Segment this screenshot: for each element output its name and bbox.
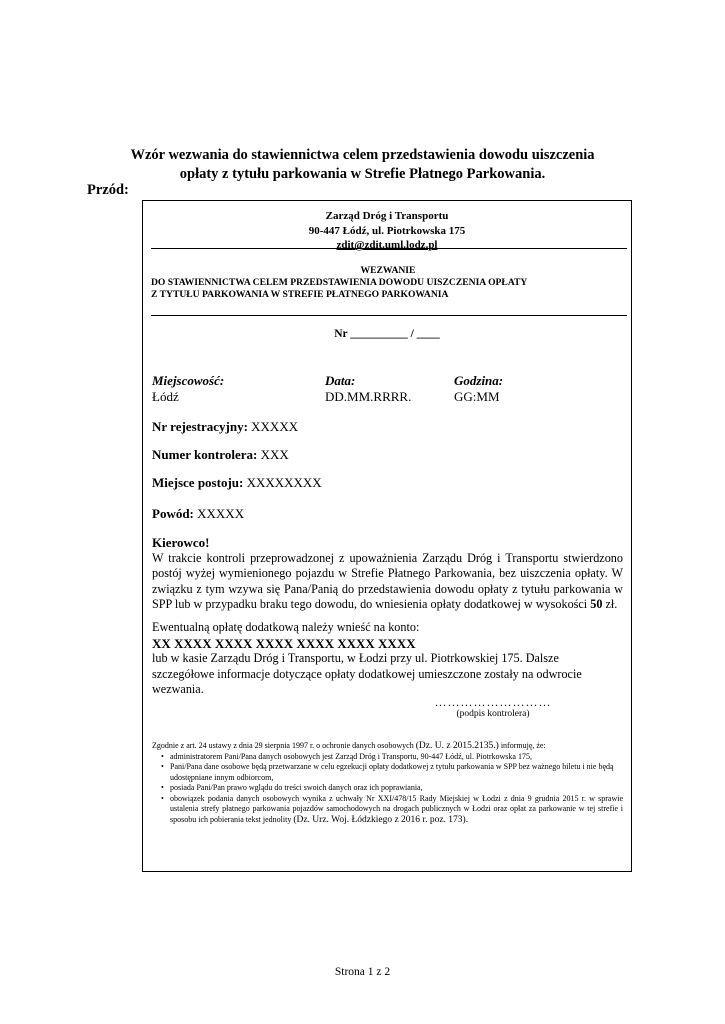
date-block bbox=[325, 373, 411, 404]
bank-account-number: XX XXXX XXXX XXXX XXXX XXXX XXXX bbox=[152, 635, 416, 651]
time-value: GG:MM bbox=[454, 388, 500, 404]
payment-intro: Ewentualną opłatę dodatkową należy wnieść na konto: bbox=[152, 620, 420, 634]
list-item: • Pani/Pana dane osobowe będą przetwarzane w celu egzekucji opłaty dodatkowej z tytułu parkowania w SPP bez ważnego biletu i nie będą udostępniane innym odbiorcom, bbox=[170, 762, 623, 783]
payment-cashier-info: lub w kasie Zarządu Dróg i Transportu, w Łodzi przy ul. Piotrkowskiej 175. Dalsze szczegółowe informacje dotyczące opłaty dodatkowej umieszczone zostały na odwrocie wezwania. bbox=[152, 651, 582, 696]
side-label: Przód: bbox=[87, 182, 129, 198]
controller-value: XXX bbox=[260, 447, 289, 462]
rodo-intro-ref: (Dz. U. z 2015.2135.) bbox=[415, 741, 499, 751]
payment-block bbox=[152, 620, 623, 698]
notice-block bbox=[152, 535, 623, 613]
rodo-intro-tail: informuję, że: bbox=[500, 741, 546, 750]
place-block bbox=[152, 373, 224, 404]
rodo-intro-text: Zgodnie z art. 24 ustawy z dnia 29 sierpnia 1997 r. o ochronie danych osobowych bbox=[152, 741, 414, 750]
registration-field bbox=[152, 419, 298, 435]
fee-currency: zł. bbox=[605, 597, 618, 611]
issuer-header bbox=[143, 209, 631, 253]
reason-field bbox=[152, 506, 244, 522]
time-label: Godzina: bbox=[454, 373, 504, 388]
notice-text: W trakcie kontroli przeprowadzonej z upoważnienia Zarządu Dróg i Transportu stwierdzono postój wyżej wymienionego pojazdu w Strefie Płatnego Parkowania, bez uiszczenia opłaty. W związku z tym wzywa się Pana/Panią do przedstawienia dowodu opłaty z tytułu parkowania w SPP lub w przypadku braku tego dowodu, do wniesienia opłaty dodatkowej w wysokości bbox=[152, 550, 623, 611]
parking-place-label: Miejsce postoju: bbox=[152, 475, 244, 490]
header-divider bbox=[151, 248, 627, 249]
issuer-name: Zarząd Dróg i Transportu bbox=[325, 210, 449, 222]
list-item: • administratorem Pani/Pana danych osobowych jest Zarząd Dróg i Transportu, 90-447 Łódź, ul. Piotrkowska 175, bbox=[170, 752, 623, 763]
rodo-intro bbox=[152, 741, 623, 752]
issuer-email-link[interactable]: zdit@zdit.uml.lodz.pl bbox=[336, 239, 438, 251]
rodo-last-ref: (Dz. Urz. Woj. Łódzkiego z 2016 r. poz. 173). bbox=[293, 814, 469, 825]
parking-place-field bbox=[152, 475, 322, 491]
fee-amount: 50 bbox=[590, 597, 603, 611]
page-number: Strona 1 z 2 bbox=[334, 966, 391, 978]
date-value: DD.MM.RRRR. bbox=[325, 388, 412, 404]
parking-place-value: XXXXXXXX bbox=[246, 475, 322, 490]
date-label: Data: bbox=[325, 373, 356, 388]
issuer-address: 90-447 Łódź, ul. Piotrkowska 175 bbox=[308, 224, 466, 237]
notice-greeting: Kierowco! bbox=[152, 535, 210, 550]
summons-form bbox=[142, 200, 632, 872]
data-protection-clause bbox=[152, 741, 623, 825]
time-block bbox=[454, 373, 503, 404]
registration-label: Nr rejestracyjny: bbox=[152, 419, 248, 434]
registration-value: XXXXX bbox=[251, 419, 299, 434]
document-title-line-2: opłaty z tytułu parkowania w Strefie Płatnego Parkowania. bbox=[179, 166, 546, 182]
place-label: Miejscowość: bbox=[152, 373, 225, 388]
document-title bbox=[80, 146, 645, 184]
summons-subject-line-2: Z TYTUŁU PARKOWANIA W STREFIE PŁATNEGO PARKOWANIA bbox=[151, 289, 449, 300]
summons-heading: WEZWANIE bbox=[360, 265, 416, 276]
summons-title-block bbox=[151, 265, 625, 301]
place-value: Łódź bbox=[152, 388, 179, 404]
reason-label: Powód: bbox=[152, 506, 194, 521]
summons-number: Nr __________ / ____ bbox=[334, 328, 440, 340]
list-item: • posiada Pani/Pan prawo wglądu do treści swoich danych oraz ich poprawiania, bbox=[170, 783, 623, 794]
list-item bbox=[170, 794, 623, 826]
document-title-line-1: Wzór wezwania do stawiennictwa celem przedstawienia dowodu uiszczenia bbox=[130, 147, 595, 163]
rodo-list bbox=[152, 752, 623, 826]
signature-caption: (podpis kontrolera) bbox=[456, 709, 530, 719]
reason-value: XXXXX bbox=[197, 506, 245, 521]
controller-field bbox=[152, 447, 289, 463]
rodo-last-text: obowiązek podania danych osobowych wynika z uchwały Nr XXI/478/15 Rady Miejskiej w Łodzi z dnia 9 grudnia 2015 r. w sprawie ustalenia strefy płatnego parkowania pojazdów samochodowych na drogach publicznych w Łodzi oraz opłat za parkowanie w tej strefie i sposobu ich pobierania tekst jednolity bbox=[170, 793, 623, 824]
controller-label: Numer kontrolera: bbox=[152, 447, 258, 462]
notice-body bbox=[152, 551, 623, 613]
signature-line: ……………………… bbox=[434, 695, 552, 709]
title-divider bbox=[151, 315, 627, 316]
summons-subject-line-1: DO STAWIENNICTWA CELEM PRZEDSTAWIENIA DOWODU UISZCZENIA OPŁATY bbox=[151, 277, 528, 288]
signature-block bbox=[393, 696, 593, 720]
